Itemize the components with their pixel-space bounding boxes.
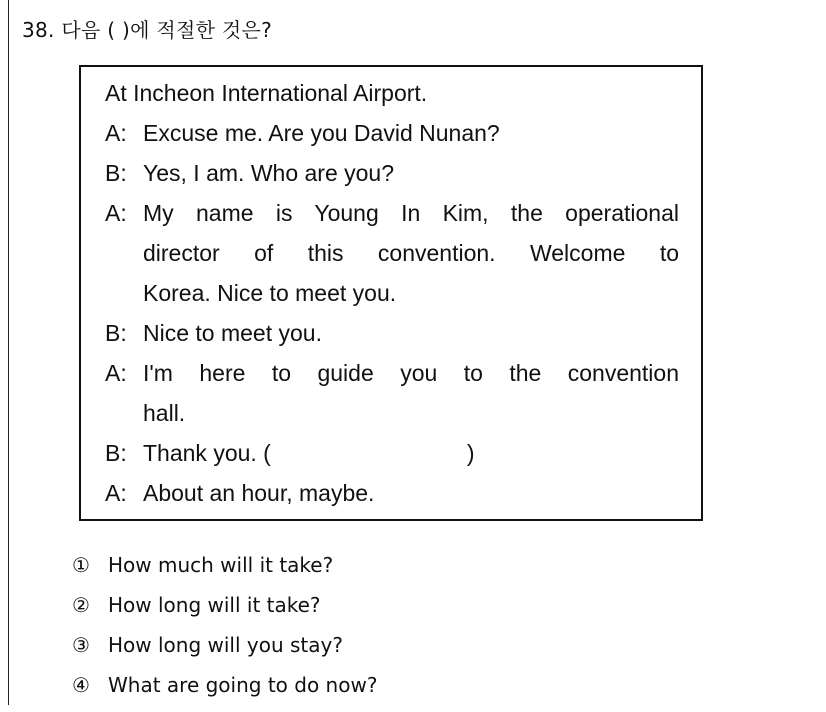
dialogue-text: Nice to meet you. bbox=[143, 320, 322, 346]
choice-number: ② bbox=[72, 593, 90, 617]
answer-choice-2 bbox=[72, 592, 377, 632]
choice-text: How long will you stay? bbox=[108, 633, 343, 657]
dialogue-line bbox=[105, 119, 679, 147]
dialogue-continuation: Korea. Nice to meet you. bbox=[143, 280, 397, 306]
speaker-label: B: bbox=[105, 440, 127, 466]
dialogue-continuation: hall. bbox=[143, 400, 186, 426]
left-margin-rule bbox=[8, 0, 9, 705]
choice-number: ③ bbox=[72, 633, 90, 657]
choice-text: How long will it take? bbox=[108, 593, 321, 617]
dialogue-line bbox=[105, 159, 679, 187]
choice-number: ④ bbox=[72, 673, 90, 697]
speaker-label: B: bbox=[105, 160, 127, 186]
answer-choice-4 bbox=[72, 672, 377, 712]
dialogue-text: My name is Young In Kim, the operational bbox=[143, 200, 679, 226]
dialogue-text: Excuse me. Are you David Nunan? bbox=[143, 120, 500, 146]
dialogue-line-with-blank bbox=[105, 439, 679, 467]
dialogue-line bbox=[105, 319, 679, 347]
dialogue-line bbox=[105, 479, 679, 507]
dialogue-text: Yes, I am. Who are you? bbox=[143, 160, 395, 186]
choice-text: What are going to do now? bbox=[108, 673, 378, 697]
dialogue-text: ) bbox=[466, 440, 475, 466]
dialogue-text: I'm here to guide you to the convention bbox=[143, 360, 679, 386]
choice-number: ① bbox=[72, 553, 90, 577]
dialogue-intro: At Incheon International Airport. bbox=[105, 80, 428, 106]
speaker-label: A: bbox=[105, 360, 127, 386]
speaker-label: A: bbox=[105, 480, 127, 506]
speaker-label: A: bbox=[105, 200, 127, 226]
dialogue-continuation: director of this convention. Welcome to bbox=[143, 240, 679, 266]
speaker-label: B: bbox=[105, 320, 127, 346]
dialogue-line bbox=[105, 199, 679, 227]
dialogue-line bbox=[105, 359, 679, 387]
dialogue-box bbox=[79, 65, 703, 521]
dialogue-text: About an hour, maybe. bbox=[143, 480, 375, 506]
answer-choice-3 bbox=[72, 632, 377, 672]
choice-text: How much will it take? bbox=[108, 553, 334, 577]
speaker-label: A: bbox=[105, 120, 127, 146]
question-prompt: 38. 다음 ( )에 적절한 것은? bbox=[22, 18, 273, 42]
answer-choice-1 bbox=[72, 552, 377, 592]
dialogue-text: Thank you. ( bbox=[143, 440, 271, 466]
answer-choices bbox=[72, 552, 377, 712]
